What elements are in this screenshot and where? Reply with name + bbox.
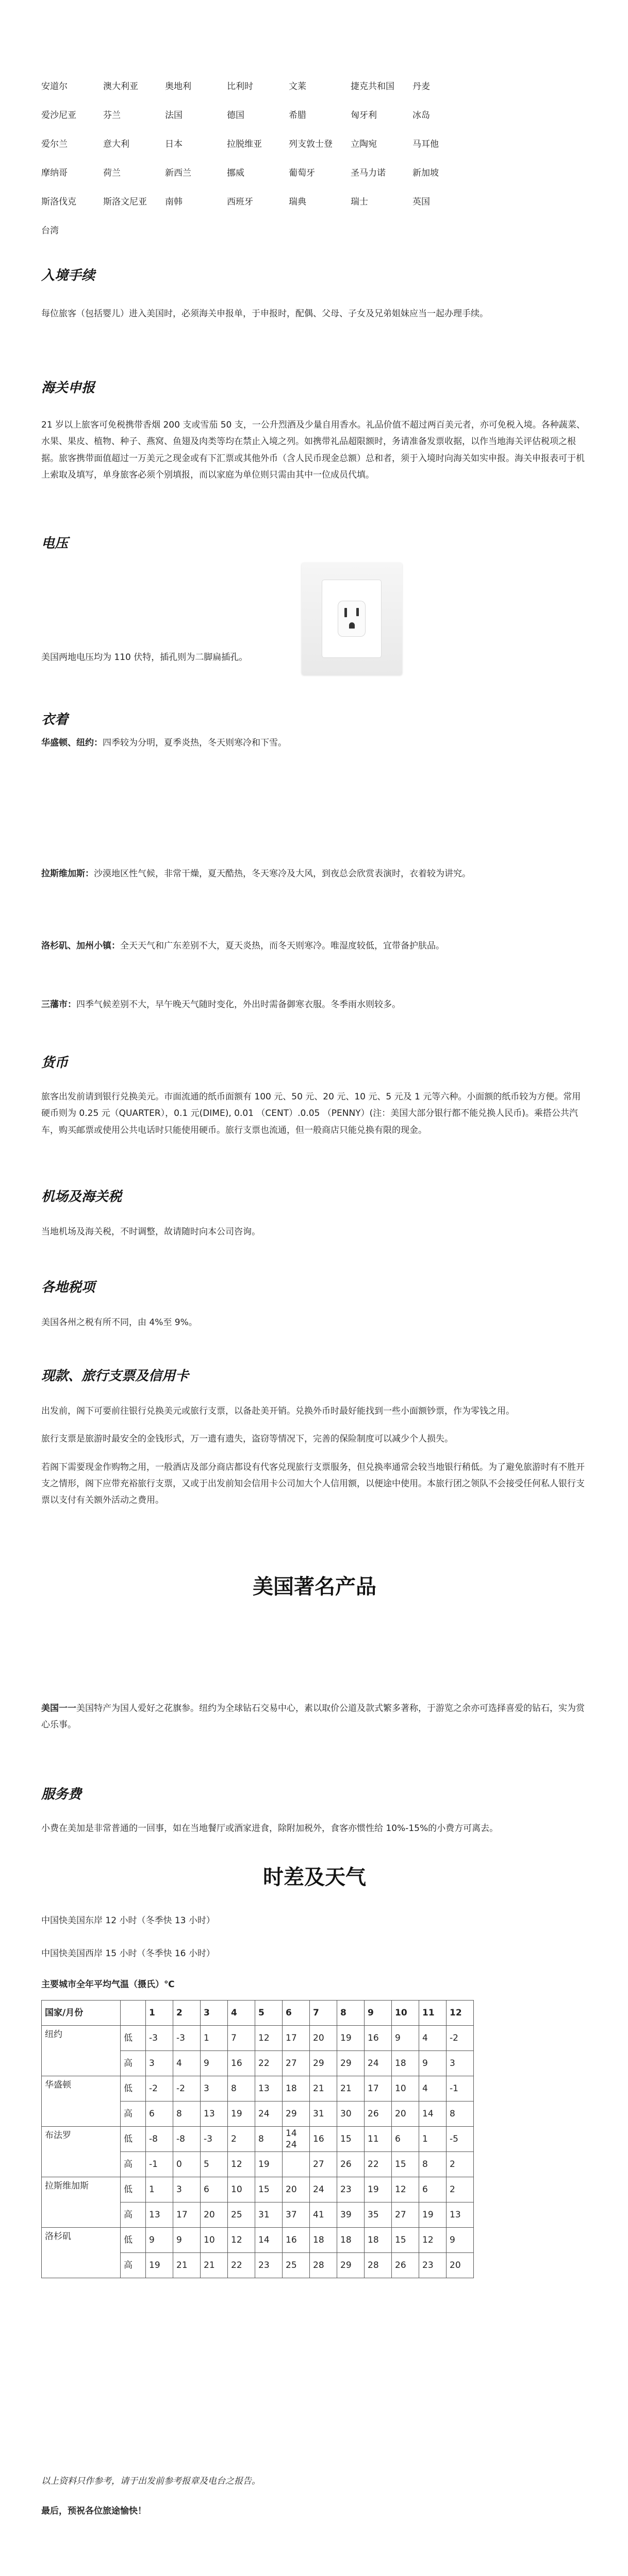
temp-cell: 17: [173, 2202, 201, 2228]
table-row: [42, 2228, 474, 2253]
clothing-lead: 洛杉矶、加州小镇：: [41, 941, 120, 951]
timezone-section: [41, 1865, 588, 1890]
temp-cell: 18: [365, 2228, 392, 2253]
temp-cell: 6: [392, 2127, 419, 2152]
temp-cell: 23: [337, 2177, 365, 2202]
city-name: 拉斯维加斯: [42, 2177, 121, 2228]
temp-cell: 13: [255, 2076, 283, 2102]
country-item: 英国: [412, 197, 430, 207]
country-item: 芬兰: [103, 110, 121, 121]
temp-cell: 10: [228, 2177, 255, 2202]
country-item: 澳大利亚: [103, 81, 138, 92]
temp-cell: 10: [201, 2228, 228, 2253]
row-label: 低: [121, 2026, 146, 2051]
country-item: 新西兰: [165, 168, 191, 178]
section-title: 机场及海关税: [41, 1189, 122, 1205]
temp-cell: 11: [365, 2127, 392, 2152]
country-item: 挪威: [227, 168, 244, 178]
temp-cell: 25: [283, 2253, 310, 2278]
temperature-table: [41, 2000, 474, 2278]
clothing-lead: 华盛顿、纽约：: [41, 738, 103, 748]
temp-cell: 9: [392, 2026, 419, 2051]
temp-cell: 3: [447, 2051, 474, 2076]
temp-cell: 20: [310, 2026, 337, 2051]
table-header-cell: 3: [201, 2001, 228, 2026]
temp-cell: 21: [173, 2253, 201, 2278]
temp-cell: 39: [337, 2202, 365, 2228]
row-label: 高: [121, 2152, 146, 2177]
country-item: 奥地利: [165, 81, 191, 92]
country-item: 法国: [165, 110, 183, 121]
airport-section: [41, 1189, 588, 1240]
table-header-cell: [121, 2001, 146, 2026]
temp-cell: 13: [447, 2202, 474, 2228]
country-item: 意大利: [103, 139, 129, 149]
section-title: 海关申报: [41, 380, 95, 396]
table-row: [42, 2127, 474, 2152]
temp-cell: 31: [255, 2202, 283, 2228]
temp-cell: 16: [310, 2127, 337, 2152]
country-item: 爱沙尼亚: [41, 110, 76, 121]
row-label: 高: [121, 2202, 146, 2228]
service-section: [41, 1787, 588, 1837]
temp-cell: 19: [419, 2202, 447, 2228]
temperature-table-wrap: [41, 2000, 588, 2278]
temp-cell: 28: [365, 2253, 392, 2278]
temp-cell: 26: [365, 2102, 392, 2127]
temp-cell: 5: [201, 2152, 228, 2177]
temp-cell: 19: [255, 2152, 283, 2177]
temp-cell: 25: [228, 2202, 255, 2228]
table-header-row: [42, 2001, 474, 2026]
temp-cell: 27: [392, 2202, 419, 2228]
products-section: [41, 1574, 588, 1599]
currency-section: [41, 1055, 588, 1139]
timezone-west-text: 中国快美国西岸 15 小时（冬季快 16 小时）: [41, 1948, 215, 1959]
temp-cell: 19: [146, 2253, 173, 2278]
clothing-item: [41, 735, 588, 751]
table-header-cell: 4: [228, 2001, 255, 2026]
footer-note: [41, 2473, 588, 2489]
country-item: 斯洛伐克: [41, 197, 76, 207]
temp-cell: 8: [419, 2152, 447, 2177]
section-text: 美国各州之税有所不同，由 4%至 9%。: [41, 1317, 197, 1328]
temp-cell: 18: [283, 2076, 310, 2102]
clothing-section: [41, 712, 588, 728]
section-text: 旅客出发前请到银行兑换美元。市面流通的纸币面额有 100 元、50 元、20 元、10 元、5 元及 1 元等六种。小面额的纸币较为方便。常用硬币则为 0.25 元（QUARTER），0.1 元(DIME), 0.01 （CENT）.0.05 （PENNY）(注：美国大部分银行都不能兑换人民币)。乘搭公共汽车，购买邮票或使用公共电话时只能使用硬币。旅行支票也流通，但一般商店只能兑换有限的现金。: [41, 1092, 581, 1136]
temp-cell: 16: [365, 2026, 392, 2051]
table-row: [42, 2076, 474, 2102]
table-header-cell: 10: [392, 2001, 419, 2026]
clothing-text: 沙漠地区性气候，非常干燥，夏天酷热，冬天寒冷及大风，到夜总会欣赏表演时，衣着较为讲究。: [94, 869, 471, 879]
city-name: 布法罗: [42, 2127, 121, 2177]
temp-cell: 37: [283, 2202, 310, 2228]
temp-cell: 20: [201, 2202, 228, 2228]
temp-cell: 12: [228, 2152, 255, 2177]
clothing-lead: 拉斯维加斯：: [41, 869, 94, 879]
temp-cell: 19: [228, 2102, 255, 2127]
temp-cell: 28: [310, 2253, 337, 2278]
entry-section: [41, 268, 588, 322]
temp-cell: 20: [392, 2102, 419, 2127]
temp-cell: 20: [283, 2177, 310, 2202]
table-header-cell: 6: [283, 2001, 310, 2026]
country-item: 瑞士: [351, 197, 368, 207]
country-list: [41, 72, 588, 245]
temp-cell: 29: [283, 2102, 310, 2127]
country-item: 捷克共和国: [351, 81, 394, 92]
country-item: 南韩: [165, 197, 183, 207]
timezone-west: [41, 1945, 588, 1962]
temp-cell: 27: [310, 2152, 337, 2177]
temp-cell: 8: [173, 2102, 201, 2127]
country-item: 比利时: [227, 81, 253, 92]
temp-cell: 22: [365, 2152, 392, 2177]
section-text: 每位旅客（包括婴儿）进入美国时，必须海关申报单，于申报时，配偶、父母、子女及兄弟姐妹应当一起办理手续。: [41, 309, 488, 319]
temp-cell: 8: [447, 2102, 474, 2127]
clothing-lead: 三藩市：: [41, 999, 76, 1010]
temp-cell: 15: [337, 2127, 365, 2152]
products-lead: 美国一一: [41, 1703, 76, 1714]
temp-cell: 17: [365, 2076, 392, 2102]
section-title: 入境手续: [41, 268, 95, 283]
temp-cell: 12: [228, 2228, 255, 2253]
temp-cell: 0: [173, 2152, 201, 2177]
footer-final-text: 最后，预祝各位旅途愉快！: [41, 2506, 146, 2516]
temp-cell: 14: [255, 2228, 283, 2253]
temp-cell: 27: [283, 2051, 310, 2076]
temp-cell: 2: [447, 2177, 474, 2202]
section-text: 小费在美加是非常普通的一回事，如在当地餐厅或酒家进食，除附加税外，食客亦惯性给 10%-15%的小费方可离去。: [41, 1823, 499, 1834]
row-label: 低: [121, 2177, 146, 2202]
temp-cell: 8: [228, 2076, 255, 2102]
section-title: 各地税项: [41, 1280, 95, 1295]
table-header-cell: 5: [255, 2001, 283, 2026]
table-row: [42, 2026, 474, 2051]
footer-final: [41, 2503, 588, 2519]
country-item: 台湾: [41, 226, 59, 236]
temp-cell: 10: [392, 2076, 419, 2102]
temp-cell: 14 24: [283, 2127, 310, 2152]
country-item: 丹麦: [412, 81, 430, 92]
table-caption: [41, 1976, 588, 1993]
table-header-cell: 国家/月份: [42, 2001, 121, 2026]
footer-note-text: 以上资料只作参考，请于出发前参考报章及电台之报告。: [41, 2476, 260, 2486]
country-item: 葡萄牙: [289, 168, 315, 178]
temp-cell: 13: [146, 2202, 173, 2228]
temp-cell: 30: [337, 2102, 365, 2127]
row-label: 低: [121, 2076, 146, 2102]
temp-cell: 1: [146, 2177, 173, 2202]
temp-cell: 2: [447, 2152, 474, 2177]
temp-cell: 4: [419, 2026, 447, 2051]
temp-cell: 29: [337, 2051, 365, 2076]
temp-cell: 9: [201, 2051, 228, 2076]
temp-cell: 17: [283, 2026, 310, 2051]
section-text: 当地机场及海关税，不时调整，故请随时向本公司咨询。: [41, 1227, 260, 1238]
temp-cell: 16: [283, 2228, 310, 2253]
clothing-item: [41, 996, 588, 1013]
timezone-east: [41, 1912, 588, 1929]
temp-cell: -3: [173, 2026, 201, 2051]
section-title: 电压: [41, 536, 69, 551]
section-text: 旅行支票是旅游时最安全的金钱形式，万一遗有遗失，盗窃等情况下，完善的保险制度可以减少个人损失。: [41, 1434, 453, 1445]
temp-cell: 3: [146, 2051, 173, 2076]
temp-cell: 6: [146, 2102, 173, 2127]
row-label: 高: [121, 2051, 146, 2076]
table-header-cell: 11: [419, 2001, 447, 2026]
timezone-title: 时差及天气: [263, 1866, 366, 1889]
country-item: 列支敦士登: [289, 139, 333, 149]
country-item: 安道尔: [41, 81, 68, 92]
temp-cell: 8: [255, 2127, 283, 2152]
temp-cell: -3: [146, 2026, 173, 2051]
section-title: 衣着: [41, 712, 69, 727]
clothing-item: [41, 938, 588, 954]
country-item: 马耳他: [412, 139, 439, 149]
country-item: 立陶宛: [351, 139, 377, 149]
timezone-east-text: 中国快美国东岸 12 小时（冬季快 13 小时）: [41, 1916, 215, 1926]
country-item: 文莱: [289, 81, 306, 92]
country-item: 斯洛文尼亚: [103, 197, 147, 207]
city-name: 洛杉矶: [42, 2228, 121, 2278]
temp-cell: 3: [201, 2076, 228, 2102]
city-name: 纽约: [42, 2026, 121, 2076]
temp-cell: 13: [201, 2102, 228, 2127]
table-row: [42, 2177, 474, 2202]
temp-cell: 21: [337, 2076, 365, 2102]
temp-cell: 35: [365, 2202, 392, 2228]
clothing-text: 全天天气和广东差别不大，夏天炎热，而冬天则寒冷。唯湿度较低，宜带备护肤品。: [120, 941, 444, 951]
temp-cell: 9: [173, 2228, 201, 2253]
temp-cell: 12: [392, 2177, 419, 2202]
temp-cell: 3: [173, 2177, 201, 2202]
table-header-cell: 1: [146, 2001, 173, 2026]
country-item: 日本: [165, 139, 183, 149]
country-item: 摩纳哥: [41, 168, 68, 178]
temp-cell: 29: [337, 2253, 365, 2278]
country-item: 西班牙: [227, 197, 253, 207]
temp-cell: 26: [337, 2152, 365, 2177]
row-label: 高: [121, 2102, 146, 2127]
temp-cell: -1: [447, 2076, 474, 2102]
table-caption-text: 主要城市全年平均气温（摄氏）℃: [41, 1979, 175, 1990]
temp-cell: 24: [310, 2177, 337, 2202]
city-name: 华盛顿: [42, 2076, 121, 2127]
section-title: 货币: [41, 1055, 69, 1071]
country-item: 圣马力诺: [351, 168, 386, 178]
temp-cell: 41: [310, 2202, 337, 2228]
section-text: 若阁下需要现金作购物之用，一般酒店及部分商店都设有代客兑现旅行支票服务，但兑换率通常会较当地银行稍低。为了避免旅游时有不胜开支之情形，阁下应带充裕旅行支票，又或于出发前知会信用卡公司加大个人信用额，以便途中使用。本旅行团之领队不会接受任何私人银行支票以支付有关额外活动之费用。: [41, 1462, 585, 1506]
voltage-text-wrap: [41, 649, 588, 666]
section-text: 美国两地电压均为 110 伏特，插孔则为二脚扁插孔。: [41, 652, 248, 663]
country-item: 希腊: [289, 110, 306, 121]
temp-cell: 9: [447, 2228, 474, 2253]
temp-cell: -2: [447, 2026, 474, 2051]
temp-cell: 21: [201, 2253, 228, 2278]
section-title: 现款、旅行支票及信用卡: [41, 1368, 189, 1384]
voltage-section: [41, 536, 588, 552]
temp-cell: 22: [228, 2253, 255, 2278]
document-page: [41, 0, 588, 2516]
country-item: 匈牙利: [351, 110, 377, 121]
temp-cell: 9: [146, 2228, 173, 2253]
row-label: 低: [121, 2228, 146, 2253]
table-header-cell: 9: [365, 2001, 392, 2026]
temp-cell: 1: [201, 2026, 228, 2051]
section-title: 服务费: [41, 1787, 82, 1802]
temp-cell: 16: [228, 2051, 255, 2076]
temp-cell: 31: [310, 2102, 337, 2127]
temp-cell: -5: [447, 2127, 474, 2152]
section-text: 出发前，阁下可要前往银行兑换美元或旅行支票，以备赴美开销。兑换外币时最好能找到一些小面额钞票，作为零钱之用。: [41, 1406, 515, 1417]
temp-cell: 12: [419, 2228, 447, 2253]
temp-cell: 19: [337, 2026, 365, 2051]
section-text: 21 岁以上旅客可免税携带香烟 200 支或雪茄 50 支，一公升烈酒及少量自用香水。礼品价值不超过两百美元者，亦可免税入境。各种蔬菜、水果、果皮、植物、种子、燕窝、鱼翅及肉类等均在禁止入境之列。如携带礼品超限额时，务请准备发票收据，以作当地海关评估税项之根据。旅客携带面值超过一万美元之现金或有下汇票或其他外币（含人民币现金总额）总和者，须于入境时向海关如实申报。海关申报表可于机上索取及填写，单身旅客必须个别填报，而以家庭为单位则只需由其中一位成员代填。: [41, 420, 585, 481]
products-title: 美国著名产品: [253, 1575, 376, 1599]
table-header-cell: 2: [173, 2001, 201, 2026]
country-item: 瑞典: [289, 197, 306, 207]
temp-cell: -2: [173, 2076, 201, 2102]
temp-cell: 19: [365, 2177, 392, 2202]
temp-cell: -2: [146, 2076, 173, 2102]
temp-cell: 14: [419, 2102, 447, 2127]
temp-cell: 4: [173, 2051, 201, 2076]
country-item: 德国: [227, 110, 244, 121]
clothing-text: 四季气候差别不大，早午晚天气随时变化，外出时需备御寒衣服。冬季雨水则较多。: [76, 999, 401, 1010]
temp-cell: 24: [255, 2102, 283, 2127]
products-text: 美国特产为国人爱好之花旗参。纽约为全球钻石交易中心，素以取价公道及款式繁多著称，于游览之余亦可选择喜爱的钻石，实为赏心乐事。: [41, 1703, 585, 1731]
temp-cell: 2: [228, 2127, 255, 2152]
country-item: 冰岛: [412, 110, 430, 121]
temp-cell: -1: [146, 2152, 173, 2177]
temp-cell: 12: [255, 2026, 283, 2051]
products-text-wrap: [41, 1700, 588, 1734]
country-item: 爱尔兰: [41, 139, 68, 149]
temp-cell: 18: [310, 2228, 337, 2253]
cash-section: [41, 1368, 588, 1509]
temp-cell: 21: [310, 2076, 337, 2102]
temp-cell: 15: [392, 2152, 419, 2177]
temp-cell: 22: [255, 2051, 283, 2076]
temp-cell: 26: [392, 2253, 419, 2278]
country-item: 新加坡: [412, 168, 439, 178]
table-header-cell: 7: [310, 2001, 337, 2026]
temp-cell: 4: [419, 2076, 447, 2102]
row-label: 低: [121, 2127, 146, 2152]
country-item: 荷兰: [103, 168, 121, 178]
temp-cell: 6: [201, 2177, 228, 2202]
clothing-text: 四季较为分明，夏季炎热，冬天则寒冷和下雪。: [103, 738, 287, 748]
temp-cell: -3: [201, 2127, 228, 2152]
temp-cell: 18: [337, 2228, 365, 2253]
temp-cell: 20: [447, 2253, 474, 2278]
temp-cell: 23: [255, 2253, 283, 2278]
clothing-item: [41, 866, 588, 882]
customs-section: [41, 380, 588, 483]
temp-cell: -8: [146, 2127, 173, 2152]
temp-cell: 15: [255, 2177, 283, 2202]
temp-cell: [283, 2152, 310, 2177]
temp-cell: 6: [419, 2177, 447, 2202]
country-item: 拉脱维亚: [227, 139, 262, 149]
temp-cell: 9: [419, 2051, 447, 2076]
table-header-cell: 12: [447, 2001, 474, 2026]
table-header-cell: 8: [337, 2001, 365, 2026]
row-label: 高: [121, 2253, 146, 2278]
temp-cell: 7: [228, 2026, 255, 2051]
temp-cell: 23: [419, 2253, 447, 2278]
localtax-section: [41, 1280, 588, 1331]
temp-cell: 15: [392, 2228, 419, 2253]
temp-cell: 29: [310, 2051, 337, 2076]
temp-cell: 24: [365, 2051, 392, 2076]
temp-cell: 1: [419, 2127, 447, 2152]
temp-cell: 18: [392, 2051, 419, 2076]
temp-cell: -8: [173, 2127, 201, 2152]
